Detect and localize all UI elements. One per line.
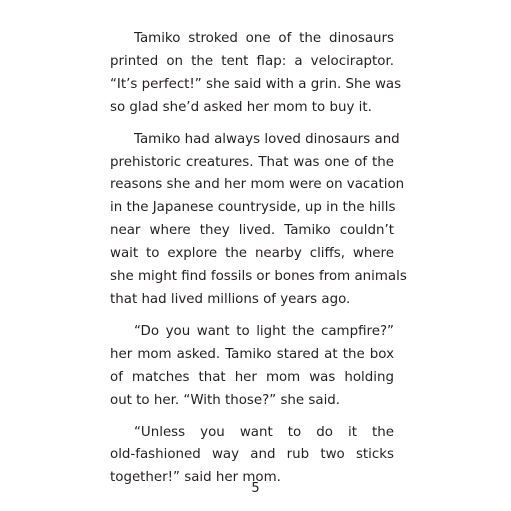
paragraph-line: that had lived millions of years ago. (110, 291, 351, 307)
paragraph-line: printed on the tent flap: a velociraptor. (110, 53, 394, 69)
paragraph-line: out to her. “With those?” she said. (110, 392, 341, 408)
paragraph-line: near where they lived. Tamiko couldn’t (110, 223, 394, 239)
paragraph-line: old-fashioned way and rub two sticks (110, 447, 394, 463)
paragraph-1 (110, 28, 402, 120)
paragraph-line: “It’s perfect!” she said with a grin. She was (110, 76, 402, 92)
paragraph-4 (110, 422, 394, 491)
paragraph-line: together!” said her mom. (110, 470, 281, 486)
paragraph-line: reasons she and her mom were on vacation (110, 177, 405, 193)
paragraph-line: prehistoric creatures. That was one of the (110, 154, 394, 170)
paragraph-line: in the Japanese countryside, up in the hills (110, 200, 396, 216)
paragraph-line: of matches that her mom was holding (110, 369, 394, 385)
paragraph-line: her mom asked. Tamiko stared at the box (110, 346, 394, 362)
paragraph-2 (110, 129, 407, 312)
paragraph-line: “Unless you want to do it the (134, 424, 394, 440)
paragraph-line: she might find fossils or bones from animals (110, 269, 407, 285)
paragraph-line: wait to explore the nearby cliffs, where (110, 246, 394, 262)
paragraph-line: “Do you want to light the campfire?” (134, 323, 394, 339)
paragraph-3 (110, 321, 394, 413)
paragraph-line: so glad she’d asked her mom to buy it. (110, 99, 372, 115)
paragraph-line: Tamiko had always loved dinosaurs and (134, 131, 400, 147)
paragraph-line: Tamiko stroked one of the dinosaurs (134, 31, 394, 46)
page-body-text (110, 28, 407, 499)
page-number: 5 (251, 481, 260, 496)
